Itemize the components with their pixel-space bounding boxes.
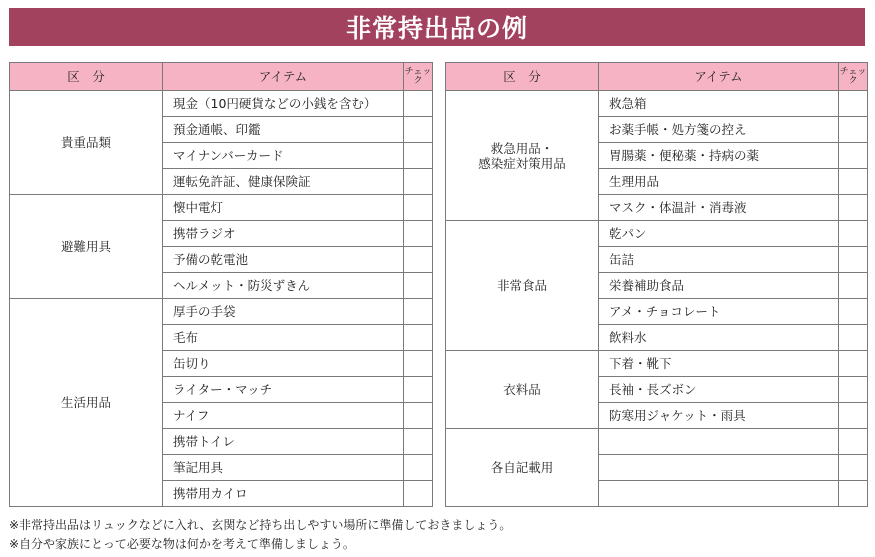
table-row	[446, 429, 868, 455]
check-box[interactable]	[839, 247, 868, 273]
note-line: ※非常持出品はリュックなどに入れ、玄関など持ち出しやすい場所に準備しておきましょう。	[9, 518, 512, 532]
check-header: チェック	[839, 63, 868, 91]
item-cell: 胃腸薬・便秘薬・持病の薬	[599, 143, 839, 169]
check-box[interactable]	[404, 299, 433, 325]
item-cell: 懐中電灯	[163, 195, 404, 221]
item-cell	[599, 429, 839, 455]
check-box[interactable]	[404, 143, 433, 169]
item-cell: マイナンバーカード	[163, 143, 404, 169]
check-box[interactable]	[839, 221, 868, 247]
item-cell: 生理用品	[599, 169, 839, 195]
item-cell: 救急箱	[599, 91, 839, 117]
item-cell: 携帯トイレ	[163, 429, 404, 455]
check-box[interactable]	[404, 247, 433, 273]
check-box[interactable]	[404, 429, 433, 455]
table-row	[10, 91, 433, 117]
category-cell: 避難用具	[10, 195, 163, 299]
item-cell: 防寒用ジャケット・雨具	[599, 403, 839, 429]
item-cell: 飲料水	[599, 325, 839, 351]
item-cell: 運転免許証、健康保険証	[163, 169, 404, 195]
check-box[interactable]	[839, 299, 868, 325]
item-cell: 厚手の手袋	[163, 299, 404, 325]
table-row	[10, 195, 433, 221]
item-cell: 筆記用具	[163, 455, 404, 481]
item-cell: 乾パン	[599, 221, 839, 247]
item-cell: アメ・チョコレート	[599, 299, 839, 325]
item-cell: 下着・靴下	[599, 351, 839, 377]
check-box[interactable]	[404, 351, 433, 377]
check-box[interactable]	[839, 117, 868, 143]
check-box[interactable]	[404, 455, 433, 481]
table-row	[10, 299, 433, 325]
item-header: アイテム	[163, 63, 404, 91]
table-row	[446, 221, 868, 247]
page-title: 非常持出品の例	[9, 8, 865, 46]
check-box[interactable]	[404, 169, 433, 195]
item-cell: 缶切り	[163, 351, 404, 377]
category-cell: 生活用品	[10, 299, 163, 507]
item-cell: 長袖・長ズボン	[599, 377, 839, 403]
note-line: ※自分や家族にとって必要な物は何かを考えて準備しましょう。	[9, 537, 355, 551]
item-cell: 携帯用カイロ	[163, 481, 404, 507]
item-header: アイテム	[599, 63, 839, 91]
item-cell: マスク・体温計・消毒液	[599, 195, 839, 221]
check-box[interactable]	[404, 195, 433, 221]
check-box[interactable]	[839, 403, 868, 429]
category-cell: 非常食品	[446, 221, 599, 351]
check-box[interactable]	[404, 481, 433, 507]
table-row	[446, 91, 868, 117]
check-box[interactable]	[404, 273, 433, 299]
check-box[interactable]	[404, 91, 433, 117]
check-box[interactable]	[404, 221, 433, 247]
check-header: チェック	[404, 63, 433, 91]
item-cell	[599, 455, 839, 481]
check-box[interactable]	[839, 169, 868, 195]
item-cell: ナイフ	[163, 403, 404, 429]
item-cell: 栄養補助食品	[599, 273, 839, 299]
check-box[interactable]	[839, 455, 868, 481]
check-box[interactable]	[839, 429, 868, 455]
check-box[interactable]	[404, 117, 433, 143]
item-cell: 缶詰	[599, 247, 839, 273]
check-box[interactable]	[404, 377, 433, 403]
category-cell: 衣料品	[446, 351, 599, 429]
check-box[interactable]	[404, 325, 433, 351]
category-header: 区 分	[446, 63, 599, 91]
item-cell: 予備の乾電池	[163, 247, 404, 273]
check-box[interactable]	[404, 403, 433, 429]
category-cell: 貴重品類	[10, 91, 163, 195]
category-cell: 救急用品・ 感染症対策用品	[446, 91, 599, 221]
table-row	[446, 351, 868, 377]
item-cell: 携帯ラジオ	[163, 221, 404, 247]
category-cell: 各自記載用	[446, 429, 599, 507]
item-cell: 毛布	[163, 325, 404, 351]
item-cell: お薬手帳・処方箋の控え	[599, 117, 839, 143]
item-cell: ヘルメット・防災ずきん	[163, 273, 404, 299]
check-box[interactable]	[839, 195, 868, 221]
check-box[interactable]	[839, 351, 868, 377]
check-box[interactable]	[839, 143, 868, 169]
check-box[interactable]	[839, 377, 868, 403]
check-box[interactable]	[839, 91, 868, 117]
check-box[interactable]	[839, 325, 868, 351]
notes	[9, 516, 511, 554]
category-header: 区 分	[10, 63, 163, 91]
checklist-table-left	[9, 62, 433, 507]
checklist-table-right	[445, 62, 868, 507]
item-cell: 預金通帳、印鑑	[163, 117, 404, 143]
check-box[interactable]	[839, 273, 868, 299]
item-cell	[599, 481, 839, 507]
item-cell: 現金（10円硬貨などの小銭を含む）	[163, 91, 404, 117]
check-box[interactable]	[839, 481, 868, 507]
item-cell: ライター・マッチ	[163, 377, 404, 403]
